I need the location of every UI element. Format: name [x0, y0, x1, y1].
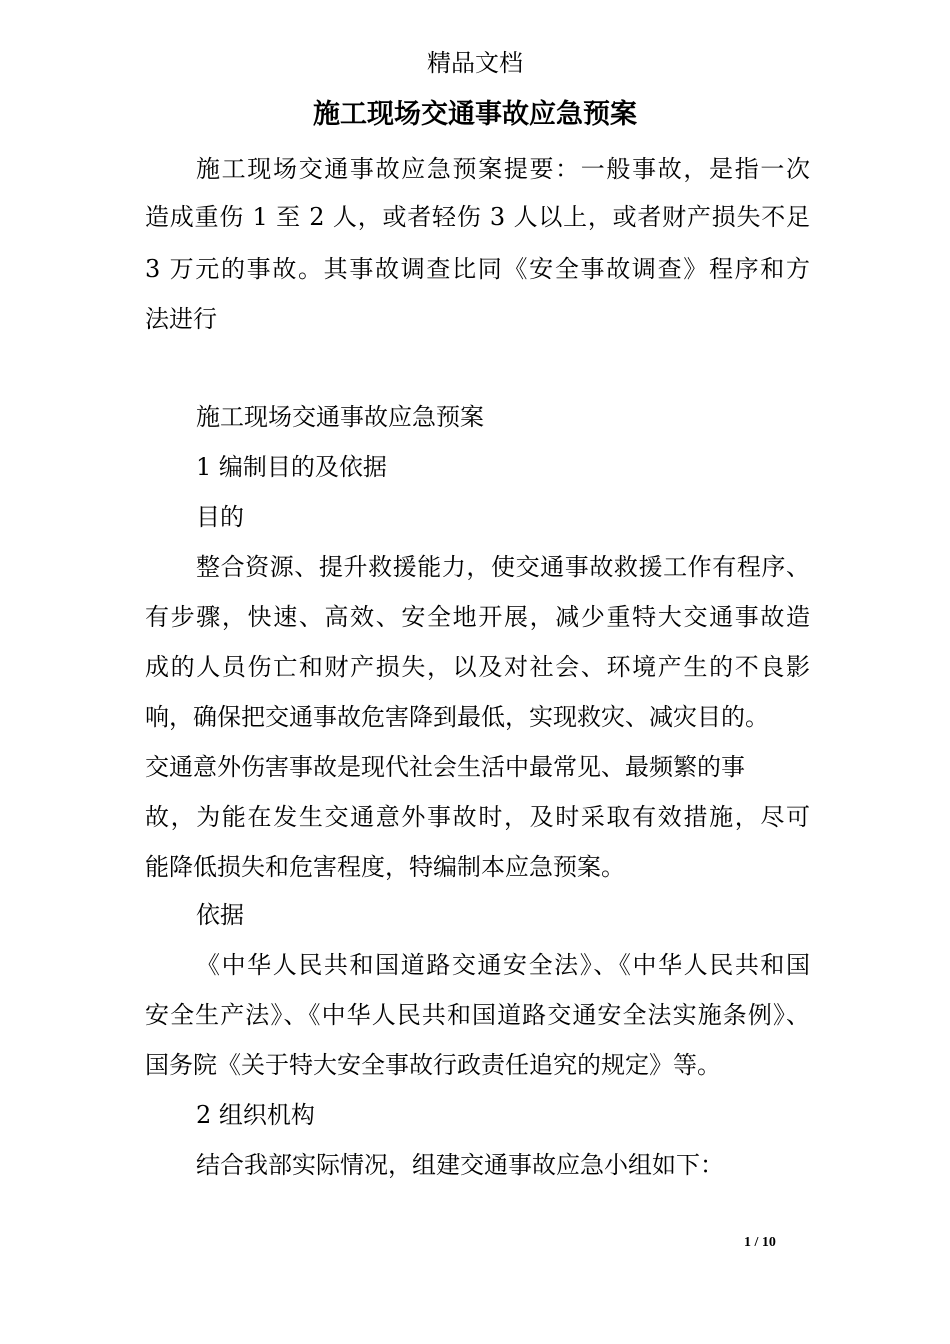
basis-line: 国务院《关于特大安全事故行政责任追究的规定》等。	[145, 1051, 721, 1079]
section-title: 施工现场交通事故应急预案	[196, 403, 484, 431]
summary-line: 施工现场交通事故应急预案提要：一般事故，是指一次	[196, 155, 810, 183]
basis-line: 《中华人民共和国道路交通安全法》、《中华人民共和国	[196, 951, 810, 979]
purpose-line: 响，确保把交通事故危害降到最低，实现救灾、减灾目的。	[145, 703, 769, 731]
summary-line: 3 万元的事故。其事故调查比同《安全事故调查》程序和方	[145, 255, 810, 283]
purpose-line: 整合资源、提升救援能力，使交通事故救援工作有程序、	[196, 553, 810, 581]
summary-line: 法进行	[145, 305, 217, 333]
summary-line: 造成重伤 1 至 2 人，或者轻伤 3 人以上，或者财产损失不足	[145, 203, 810, 231]
subheading-basis: 依据	[196, 901, 244, 929]
basis-line: 安全生产法》、《中华人民共和国道路交通安全法实施条例》、	[145, 1001, 810, 1029]
subheading-purpose: 目的	[196, 503, 244, 531]
heading-purpose-basis: 1 编制目的及依据	[196, 453, 387, 481]
organization-line: 结合我部实际情况，组建交通事故应急小组如下：	[196, 1151, 724, 1179]
document-title: 施工现场交通事故应急预案	[313, 99, 637, 130]
page-header: 精品文档	[427, 49, 523, 77]
purpose-line: 成的人员伤亡和财产损失，以及对社会、环境产生的不良影	[145, 653, 810, 681]
purpose-line: 能降低损失和危害程度，特编制本应急预案。	[145, 853, 625, 881]
purpose-line: 交通意外伤害事故是现代社会生活中最常见、最频繁的事	[145, 753, 745, 781]
heading-organization: 2 组织机构	[196, 1101, 315, 1129]
purpose-line: 有步骤，快速、高效、安全地开展，减少重特大交通事故造	[145, 603, 810, 631]
page-number: 1 / 10	[744, 1235, 776, 1250]
purpose-line: 故，为能在发生交通意外事故时，及时采取有效措施，尽可	[145, 803, 810, 831]
